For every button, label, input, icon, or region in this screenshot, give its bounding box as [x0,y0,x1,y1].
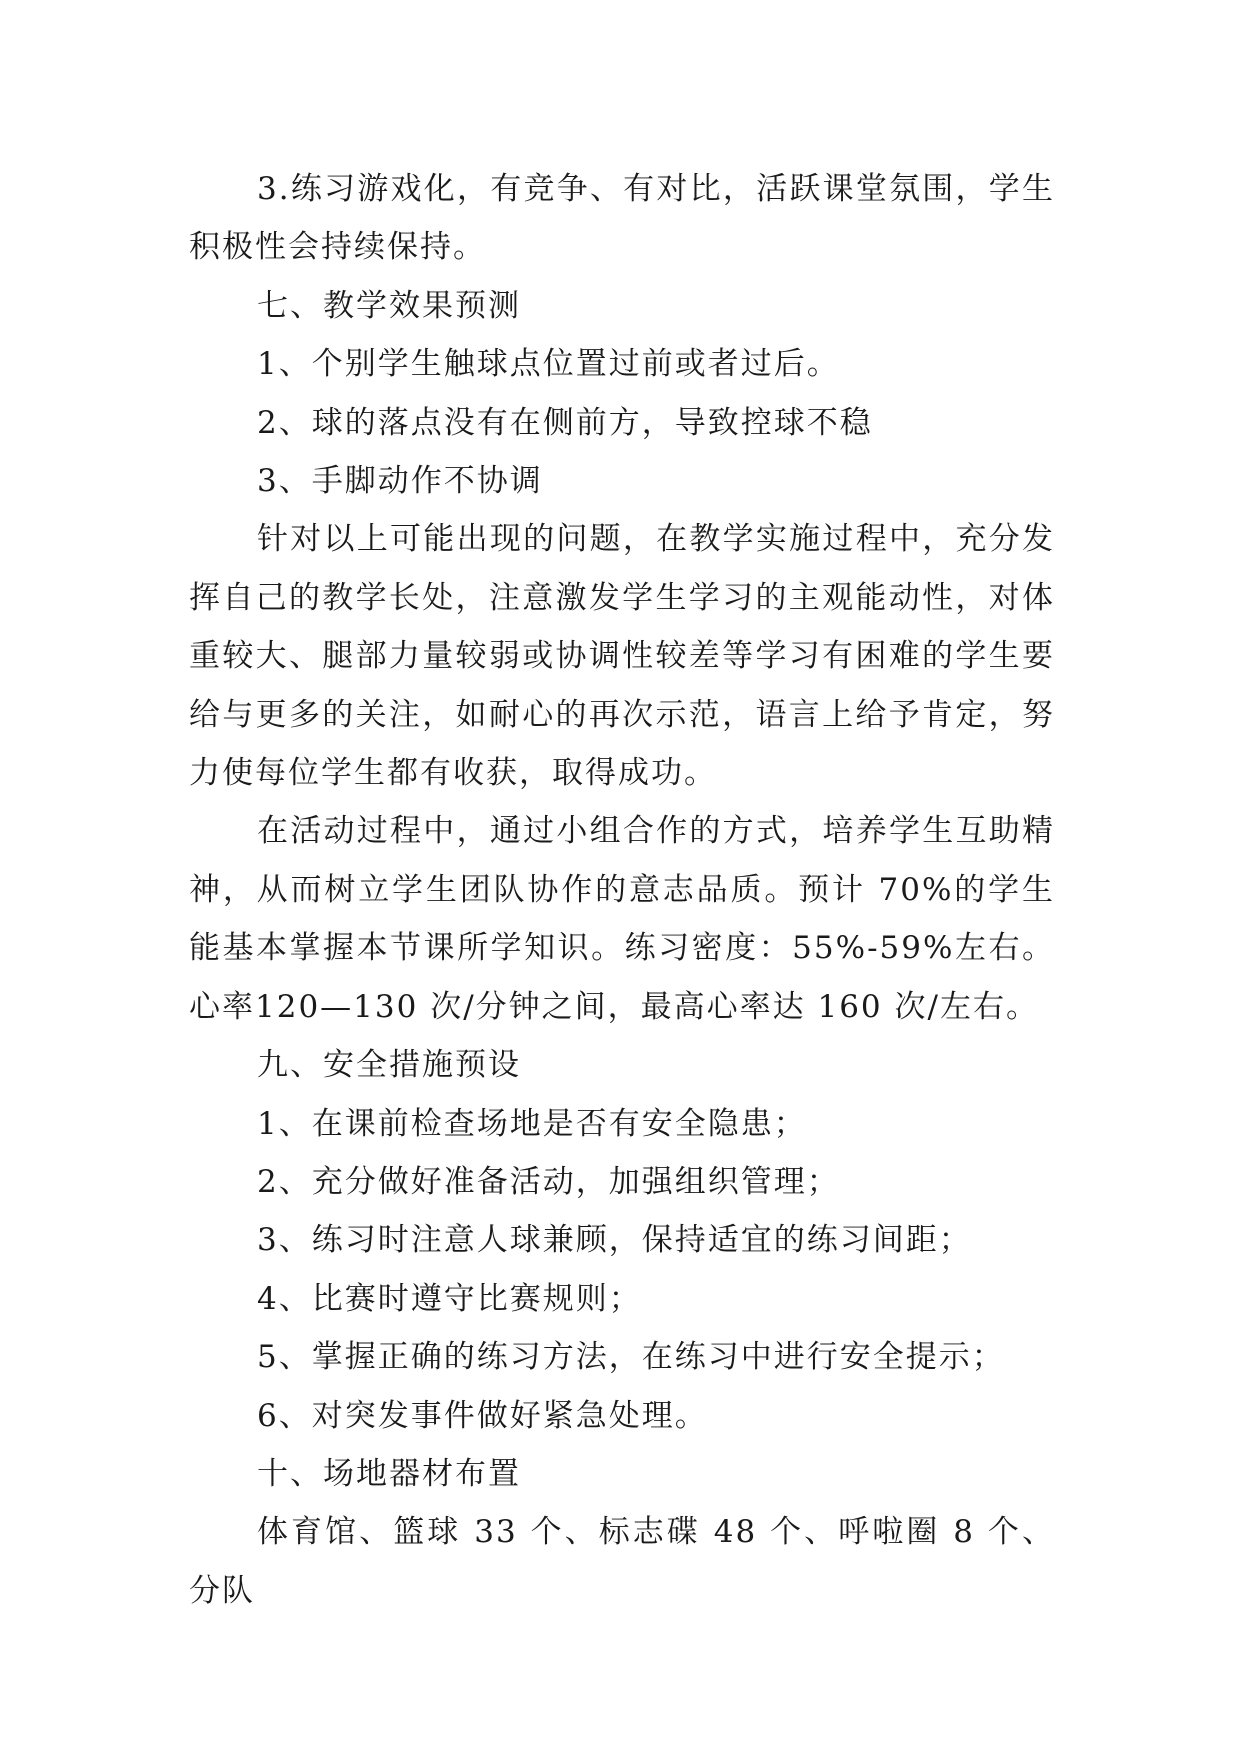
heading-teaching-effect-prediction: 七、教学效果预测 [257,287,521,324]
list-item-safety-3: 3、练习时注意人球兼顾，保持适宜的练习间距； [257,1222,972,1259]
document-body [189,160,1055,1620]
paragraph-group-cooperation: 在活动过程中，通过小组合作的方式，培养学生互助精神，从而树立学生团队协作的意志品质。预计 70%的学生能基本掌握本节课所学知识。练习密度：55%-59%左右。心率120—130 次/分钟之间，最高心率达 160 次/左右。 [189,813,1055,1025]
list-item-safety-5: 5、掌握正确的练习方法，在练习中进行安全提示； [257,1339,1005,1376]
paragraph-practice-game: 3.练习游戏化，有竞争、有对比，活跃课堂氛围，学生积极性会持续保持。 [189,171,1055,266]
list-item-safety-1: 1、在课前检查场地是否有安全隐患； [257,1105,807,1142]
paragraph-equipment-list: 体育馆、篮球 33 个、标志碟 48 个、呼啦圈 8 个、分队 [189,1514,1055,1609]
list-item-safety-6: 6、对突发事件做好紧急处理。 [257,1397,708,1434]
list-item-prediction-2: 2、球的落点没有在侧前方，导致控球不稳 [257,404,873,441]
heading-venue-equipment: 十、场地器材布置 [257,1455,521,1492]
list-item-safety-2: 2、充分做好准备活动，加强组织管理； [257,1163,840,1200]
list-item-prediction-1: 1、个别学生触球点位置过前或者过后。 [257,346,840,383]
heading-safety-measures: 九、安全措施预设 [257,1047,521,1084]
list-item-safety-4: 4、比赛时遵守比赛规则； [257,1280,642,1317]
paragraph-problem-response: 针对以上可能出现的问题，在教学实施过程中，充分发挥自己的教学长处，注意激发学生学习的主观能动性，对体重较大、腿部力量较弱或协调性较差等学习有困难的学生要给与更多的关注，如耐心的再次示范，语言上给予肯定，努力使每位学生都有收获，取得成功。 [189,521,1055,792]
list-item-prediction-3: 3、手脚动作不协调 [257,463,543,500]
